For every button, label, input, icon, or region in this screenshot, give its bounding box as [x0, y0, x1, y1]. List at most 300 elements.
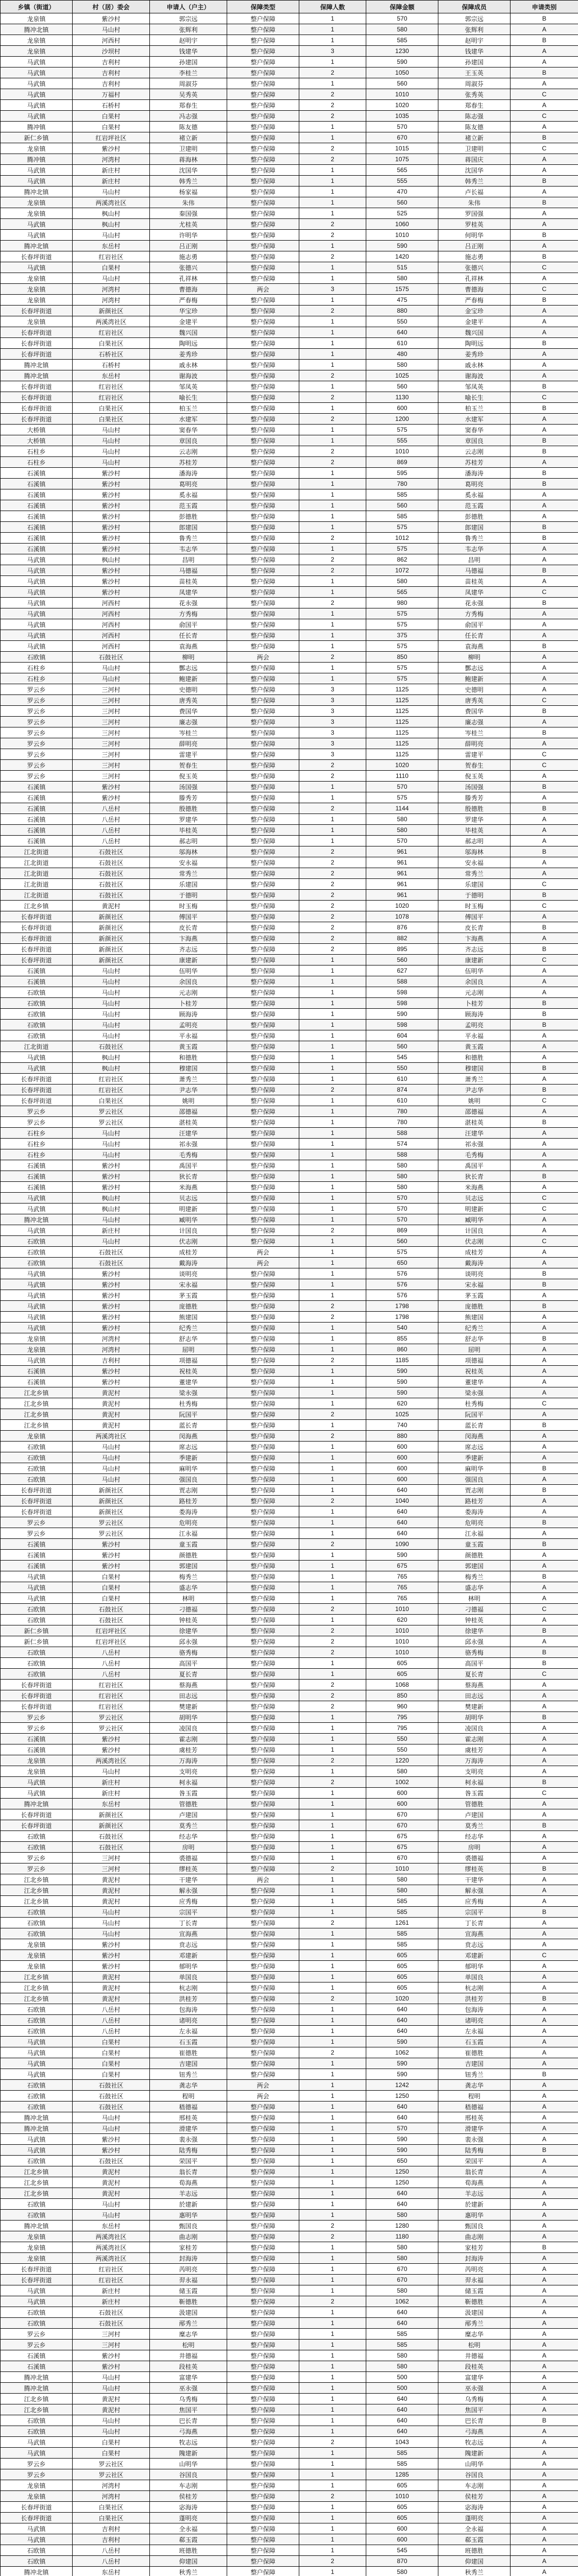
persons-cell: 2: [299, 879, 366, 890]
township-cell: 石欧镇: [1, 987, 73, 998]
table-row: [1, 911, 578, 922]
relief-type-cell: 整户保障: [227, 262, 299, 273]
amount-cell: 1250: [366, 2177, 438, 2188]
amount-cell: 961: [366, 846, 438, 857]
village-cell: 河西村: [73, 641, 150, 652]
village-cell: 三河村: [73, 738, 150, 749]
applicant-cell: 柏玉兰: [150, 403, 227, 414]
village-cell: 马山村: [73, 1128, 150, 1139]
persons-cell: 1: [299, 425, 366, 435]
members-cell: 岑桂兰: [438, 727, 511, 738]
category-cell: A: [511, 187, 578, 197]
persons-cell: 1: [299, 1193, 366, 1204]
village-cell: 紫沙村: [73, 522, 150, 533]
village-cell: 马山村: [73, 1139, 150, 1149]
village-cell: 石鼓社区: [73, 2318, 150, 2329]
amount-cell: 585: [366, 511, 438, 522]
table-row: [1, 13, 578, 24]
persons-cell: 2: [299, 100, 366, 111]
table-row: [1, 1582, 578, 1593]
township-cell: 石溪镇: [1, 511, 73, 522]
persons-cell: 1: [299, 2469, 366, 2480]
relief-type-cell: 整户保障: [227, 2047, 299, 2058]
members-cell: 严春梅: [438, 295, 511, 306]
persons-cell: 1: [299, 2091, 366, 2102]
table-row: [1, 511, 578, 522]
relief-type-cell: 整户保障: [227, 446, 299, 457]
persons-cell: 1: [299, 1442, 366, 1452]
table-row: [1, 1333, 578, 1344]
applicant-cell: 钟桂英: [150, 1615, 227, 1625]
applicant-cell: 严春梅: [150, 295, 227, 306]
village-cell: 新颜社区: [73, 1809, 150, 1820]
category-cell: A: [511, 1290, 578, 1301]
members-cell: 郁明华: [438, 1961, 511, 1972]
members-cell: 祝桂英: [438, 1366, 511, 1377]
relief-type-cell: 整户保障: [227, 1333, 299, 1344]
township-cell: 马武镇: [1, 67, 73, 78]
category-cell: A: [511, 630, 578, 641]
village-cell: 石桥社区: [73, 349, 150, 360]
table-row: [1, 652, 578, 663]
members-cell: 莫秀兰: [438, 1820, 511, 1831]
township-cell: 马武镇: [1, 2069, 73, 2080]
members-cell: 凌国良: [438, 1723, 511, 1734]
township-cell: 石欧镇: [1, 2080, 73, 2091]
table-row: [1, 1809, 578, 1820]
members-cell: 麻明华: [438, 1463, 511, 1474]
persons-cell: 1: [299, 1712, 366, 1723]
relief-type-cell: 整户保障: [227, 998, 299, 1009]
table-row: [1, 1712, 578, 1723]
category-cell: B: [511, 782, 578, 792]
category-cell: A: [511, 1896, 578, 1907]
applicant-cell: 闵海燕: [150, 1431, 227, 1442]
amount-cell: 675: [366, 1831, 438, 1842]
persons-cell: 1: [299, 327, 366, 338]
township-cell: 马武镇: [1, 78, 73, 89]
township-cell: 龙泉镇: [1, 208, 73, 219]
table-row: [1, 78, 578, 89]
members-cell: 危明亮: [438, 1517, 511, 1528]
relief-type-cell: 整户保障: [227, 771, 299, 782]
amount-cell: 550: [366, 316, 438, 327]
table-row: [1, 24, 578, 35]
township-cell: 长春坪街道: [1, 2264, 73, 2275]
category-cell: A: [511, 1312, 578, 1323]
township-cell: 长春坪街道: [1, 1680, 73, 1690]
township-cell: 石欧镇: [1, 2102, 73, 2112]
amount-cell: 675: [366, 1561, 438, 1571]
applicant-cell: 元志刚: [150, 987, 227, 998]
township-cell: 江北街道: [1, 846, 73, 857]
table-row: [1, 1734, 578, 1744]
relief-type-cell: 两会: [227, 1258, 299, 1268]
members-cell: 储玉霞: [438, 2285, 511, 2296]
applicant-cell: 梁永强: [150, 1387, 227, 1398]
amount-cell: 570: [366, 1214, 438, 1225]
township-cell: 马武镇: [1, 608, 73, 619]
amount-cell: 1125: [366, 749, 438, 760]
persons-cell: 1: [299, 1452, 366, 1463]
category-cell: A: [511, 370, 578, 381]
village-cell: 河西村: [73, 35, 150, 46]
applicant-cell: 范玉霞: [150, 500, 227, 511]
applicant-cell: 余国良: [150, 976, 227, 987]
members-cell: 庞德胜: [438, 1301, 511, 1312]
amount-cell: 765: [366, 1582, 438, 1593]
relief-type-cell: 整户保障: [227, 1344, 299, 1355]
persons-cell: 1: [299, 2004, 366, 2015]
table-row: [1, 706, 578, 717]
village-cell: 两溪湾社区: [73, 1755, 150, 1766]
township-cell: 罗云乡: [1, 706, 73, 717]
category-cell: A: [511, 1831, 578, 1842]
table-row: [1, 457, 578, 468]
members-cell: 巫永强: [438, 2383, 511, 2394]
township-cell: 石溪镇: [1, 533, 73, 544]
category-cell: A: [511, 2296, 578, 2307]
members-cell: 夏长青: [438, 1669, 511, 1680]
category-cell: C: [511, 1095, 578, 1106]
village-cell: 两溪湾社区: [73, 2253, 150, 2264]
members-cell: 刁德福: [438, 1604, 511, 1615]
table-row: [1, 2275, 578, 2285]
township-cell: 石欧镇: [1, 1474, 73, 1485]
relief-type-cell: 整户保障: [227, 1690, 299, 1701]
village-cell: 白果村: [73, 262, 150, 273]
amount-cell: 595: [366, 468, 438, 479]
village-cell: 黄泥村: [73, 1398, 150, 1409]
category-cell: A: [511, 987, 578, 998]
relief-type-cell: 整户保障: [227, 1918, 299, 1928]
applicant-cell: 乐建国: [150, 879, 227, 890]
amount-cell: 560: [366, 1236, 438, 1247]
category-cell: A: [511, 652, 578, 663]
applicant-cell: 龚志华: [150, 2080, 227, 2091]
category-cell: A: [511, 2307, 578, 2318]
category-cell: A: [511, 2112, 578, 2123]
category-cell: A: [511, 1734, 578, 1744]
village-cell: 罗云社区: [73, 2469, 150, 2480]
township-cell: 石欧镇: [1, 2307, 73, 2318]
persons-cell: 1: [299, 976, 366, 987]
amount-cell: 588: [366, 1149, 438, 1160]
members-cell: 宓海涛: [438, 2502, 511, 2513]
category-cell: A: [511, 2513, 578, 2523]
amount-cell: 1012: [366, 533, 438, 544]
relief-type-cell: 整户保障: [227, 1063, 299, 1074]
category-cell: A: [511, 1766, 578, 1777]
members-cell: 汤国强: [438, 782, 511, 792]
table-row: [1, 2253, 578, 2264]
village-cell: 马山村: [73, 2210, 150, 2221]
members-cell: 伏志刚: [438, 1236, 511, 1247]
members-cell: 宋永福: [438, 1279, 511, 1290]
amount-cell: 640: [366, 327, 438, 338]
village-cell: 马山村: [73, 965, 150, 976]
village-cell: 黄泥村: [73, 2188, 150, 2199]
persons-cell: 2: [299, 154, 366, 165]
members-cell: 孙建国: [438, 57, 511, 67]
members-cell: 罗桂英: [438, 219, 511, 230]
category-cell: B: [511, 479, 578, 489]
category-cell: A: [511, 1149, 578, 1160]
amount-cell: 605: [366, 2480, 438, 2491]
members-cell: 史德明: [438, 684, 511, 695]
table-row: [1, 1647, 578, 1658]
category-cell: A: [511, 2026, 578, 2037]
amount-cell: 590: [366, 241, 438, 251]
applicant-cell: 糜志华: [150, 2329, 227, 2340]
amount-cell: 570: [366, 1204, 438, 1214]
township-cell: 石欧镇: [1, 652, 73, 663]
amount-cell: 1180: [366, 2231, 438, 2242]
amount-cell: 580: [366, 1160, 438, 1171]
applicant-cell: 项德福: [150, 1355, 227, 1366]
relief-type-cell: 整户保障: [227, 1387, 299, 1398]
members-cell: 裴永强: [438, 2134, 511, 2145]
amount-cell: 580: [366, 2361, 438, 2372]
table-row: [1, 1063, 578, 1074]
table-row: [1, 500, 578, 511]
applicant-cell: 崔德胜: [150, 2047, 227, 2058]
category-cell: B: [511, 295, 578, 306]
persons-cell: 2: [299, 1539, 366, 1550]
village-cell: 东岳村: [73, 241, 150, 251]
applicant-cell: 汲建国: [150, 2307, 227, 2318]
amount-cell: 600: [366, 2534, 438, 2545]
persons-cell: 1: [299, 262, 366, 273]
category-cell: A: [511, 2361, 578, 2372]
applicant-cell: 苗桂英: [150, 576, 227, 587]
relief-type-cell: 整户保障: [227, 1452, 299, 1463]
table-row: [1, 1214, 578, 1225]
table-row: [1, 1247, 578, 1258]
applicant-cell: 惠明华: [150, 2210, 227, 2221]
amount-cell: 869: [366, 457, 438, 468]
persons-cell: 2: [299, 392, 366, 403]
township-cell: 马武镇: [1, 576, 73, 587]
table-row: [1, 2437, 578, 2448]
persons-cell: 1: [299, 2275, 366, 2285]
members-cell: 蓬明亮: [438, 2513, 511, 2523]
township-cell: 新仁乡镇: [1, 1625, 73, 1636]
applicant-cell: 席志远: [150, 1442, 227, 1452]
category-cell: A: [511, 165, 578, 176]
members-cell: 龚志华: [438, 2080, 511, 2091]
category-cell: B: [511, 468, 578, 479]
township-cell: 石欧镇: [1, 2091, 73, 2102]
category-cell: C: [511, 955, 578, 965]
township-cell: 江北乡镇: [1, 2394, 73, 2404]
applicant-cell: 裴永强: [150, 2134, 227, 2145]
amount-cell: 640: [366, 2318, 438, 2329]
village-cell: 枫山村: [73, 1204, 150, 1214]
persons-cell: 1: [299, 1268, 366, 1279]
applicant-cell: 黄玉霞: [150, 1041, 227, 1052]
township-cell: 江北街道: [1, 868, 73, 879]
category-cell: B: [511, 522, 578, 533]
persons-cell: 2: [299, 1690, 366, 1701]
village-cell: 紫沙村: [73, 544, 150, 554]
township-cell: 龙泉镇: [1, 1961, 73, 1972]
relief-type-cell: 整户保障: [227, 1041, 299, 1052]
village-cell: 马山村: [73, 987, 150, 998]
table-row: [1, 1301, 578, 1312]
members-cell: 金建平: [438, 316, 511, 327]
persons-cell: 1: [299, 1885, 366, 1896]
township-cell: 龙泉镇: [1, 2253, 73, 2264]
table-row: [1, 1755, 578, 1766]
relief-type-cell: 整户保障: [227, 414, 299, 425]
members-cell: 孔祥林: [438, 273, 511, 284]
amount-cell: 600: [366, 1474, 438, 1485]
applicant-cell: 方秀梅: [150, 608, 227, 619]
township-cell: 石溪镇: [1, 836, 73, 846]
township-cell: 腾冲北镇: [1, 241, 73, 251]
table-row: [1, 1149, 578, 1160]
village-cell: 新颜社区: [73, 911, 150, 922]
relief-type-cell: 整户保障: [227, 2242, 299, 2253]
township-cell: 长春坪街道: [1, 1701, 73, 1712]
applicant-cell: 张辉利: [150, 24, 227, 35]
applicant-cell: 路桂芳: [150, 1496, 227, 1506]
members-cell: 殷德胜: [438, 803, 511, 814]
applicant-cell: 姚明: [150, 1095, 227, 1106]
table-row: [1, 857, 578, 868]
applicant-cell: 孔祥林: [150, 273, 227, 284]
members-cell: 吉建国: [438, 2058, 511, 2069]
table-row: [1, 1950, 578, 1961]
category-cell: B: [511, 1171, 578, 1182]
township-cell: 马武镇: [1, 1193, 73, 1204]
category-cell: B: [511, 176, 578, 187]
members-cell: 凤建华: [438, 587, 511, 598]
persons-cell: 3: [299, 706, 366, 717]
persons-cell: 1: [299, 208, 366, 219]
applicant-cell: 赵明宇: [150, 35, 227, 46]
table-row: [1, 1831, 578, 1842]
members-cell: 虞桂芳: [438, 1744, 511, 1755]
table-row: [1, 2080, 578, 2091]
amount-cell: 1090: [366, 1539, 438, 1550]
category-cell: A: [511, 425, 578, 435]
members-cell: 芮明亮: [438, 2264, 511, 2275]
township-cell: 罗云乡: [1, 1528, 73, 1539]
category-cell: A: [511, 2491, 578, 2502]
table-row: [1, 1452, 578, 1463]
members-cell: 左永福: [438, 2026, 511, 2037]
village-cell: 紫沙村: [73, 2134, 150, 2145]
members-cell: 应秀梅: [438, 1896, 511, 1907]
header-row: [1, 1, 578, 13]
relief-type-cell: 整户保障: [227, 1766, 299, 1777]
relief-type-cell: 整户保障: [227, 2523, 299, 2534]
members-cell: 齐志远: [438, 944, 511, 955]
amount-cell: 640: [366, 1528, 438, 1539]
members-cell: 曹德海: [438, 284, 511, 295]
relief-type-cell: 整户保障: [227, 122, 299, 132]
township-cell: 石溪镇: [1, 1182, 73, 1193]
amount-cell: 610: [366, 1074, 438, 1084]
amount-cell: 1062: [366, 2296, 438, 2307]
amount-cell: 580: [366, 576, 438, 587]
amount-cell: 740: [366, 1420, 438, 1431]
persons-cell: 1: [299, 965, 366, 976]
amount-cell: 1050: [366, 67, 438, 78]
village-cell: 马山村: [73, 1442, 150, 1452]
township-cell: 石欧镇: [1, 1236, 73, 1247]
township-cell: 石溪镇: [1, 782, 73, 792]
village-cell: 三河村: [73, 2340, 150, 2350]
relief-type-cell: 整户保障: [227, 1474, 299, 1485]
applicant-cell: 康建新: [150, 955, 227, 965]
category-cell: A: [511, 2015, 578, 2026]
column-header-relief-type: 保障类型: [227, 1, 299, 13]
amount-cell: 565: [366, 587, 438, 598]
applicant-cell: 於建新: [150, 2199, 227, 2210]
relief-type-cell: 整户保障: [227, 554, 299, 565]
amount-cell: 590: [366, 57, 438, 67]
category-cell: A: [511, 663, 578, 673]
relief-type-cell: 整户保障: [227, 1831, 299, 1842]
category-cell: A: [511, 825, 578, 836]
members-cell: 羊志远: [438, 2188, 511, 2199]
table-row: [1, 565, 578, 576]
relief-type-cell: 整户保障: [227, 295, 299, 306]
category-cell: A: [511, 1885, 578, 1896]
village-cell: 马山村: [73, 1149, 150, 1160]
table-row: [1, 2123, 578, 2134]
applicant-cell: 杜秀梅: [150, 1398, 227, 1409]
village-cell: 河湾村: [73, 2480, 150, 2491]
table-row: [1, 771, 578, 782]
applicant-cell: 葛明亮: [150, 479, 227, 489]
persons-cell: 2: [299, 67, 366, 78]
relief-type-cell: 整户保障: [227, 576, 299, 587]
applicant-cell: 谢海波: [150, 370, 227, 381]
table-row: [1, 2242, 578, 2253]
members-cell: 陈志强: [438, 111, 511, 122]
township-cell: 罗云乡: [1, 1863, 73, 1874]
table-row: [1, 2480, 578, 2491]
relief-type-cell: 整户保障: [227, 1993, 299, 2004]
members-cell: 禹国平: [438, 1160, 511, 1171]
persons-cell: 1: [299, 349, 366, 360]
members-cell: 胡明华: [438, 1712, 511, 1723]
applicant-cell: 段桂英: [150, 2361, 227, 2372]
township-cell: 罗云乡: [1, 1853, 73, 1863]
applicant-cell: 米海燕: [150, 1182, 227, 1193]
table-row: [1, 1907, 578, 1918]
members-cell: 苏桂芳: [438, 457, 511, 468]
relief-type-cell: 整户保障: [227, 2145, 299, 2156]
village-cell: 八岳村: [73, 814, 150, 825]
category-cell: A: [511, 46, 578, 57]
persons-cell: 1: [299, 2480, 366, 2491]
applicant-cell: 于德明: [150, 890, 227, 901]
category-cell: A: [511, 1972, 578, 1982]
amount-cell: 874: [366, 1084, 438, 1095]
township-cell: 石欧镇: [1, 1669, 73, 1680]
amount-cell: 1200: [366, 414, 438, 425]
township-cell: 长春坪街道: [1, 392, 73, 403]
township-cell: 马武镇: [1, 165, 73, 176]
applicant-cell: 程明: [150, 2091, 227, 2102]
applicant-cell: 舒志华: [150, 1333, 227, 1344]
persons-cell: 2: [299, 868, 366, 879]
